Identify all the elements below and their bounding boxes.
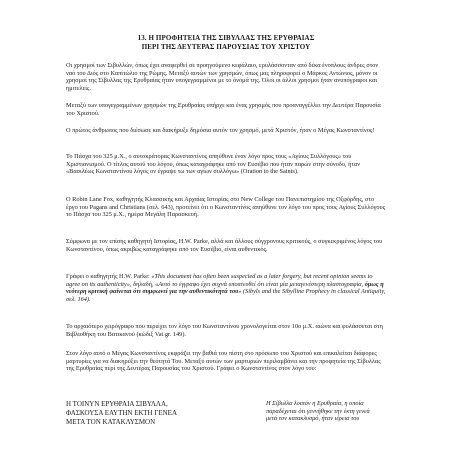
paragraph-2: Μεταξύ των υπογεγραμμένων χρησμών της Ερυθραίας υπήρχε και ένας χρησμός που προαναγγέλλει την Δευτέρα Παρουσία του Χριστού. (66, 102, 381, 117)
paragraph-1: Οι χρησμοί των Σιβυλλών, όπως έχει αναφερθεί σε προηγούμενο κεφάλαιο, ερυλάσσονταν από δέκα ένοπλους άνδρες στον ναό του Διός στο Καπιτώλιο της Ρώμης. Μεταξύ αυτών των χρησμών, όπως μας πληροφορεί ο Μάρκος Αντώνιος, μόνον οι χρησμοί της Σίβυλλας της Ερυθραίας ήταν υπογεγραμμένοι με το όνομά της. Όλοι οι άλλοι χρησμοί ήταν ανυπόγραφοι και ημιτελείς. (66, 62, 379, 92)
paragraph-8: Το αρχαιότερο χειρόγραφο που περιέχει τον λόγο του Κωνσταντίνου χρονολογείται στον 10ο μ.Χ. αιώνα και φυλάσσεται στη Βιβλιοθήκη του Βατικανού (κώδιξ Vat gr. 149). (66, 323, 383, 338)
parke-intro: Γράφει ο καθηγητής H.W. Parke: « (66, 273, 155, 280)
paragraph-4: Το Πάσχα του 325 μ.Χ., ο αυτοκράτορας Κωνσταντίνος απηύθυνε έναν λόγο προς τους «Αγίους Συλλόγους» του Χριστιανισμού. Ο τίτλος αυτού του λόγου, όπως καταγράφηκε από τον Ευσέβιο που ήταν παρών στην σύνοδο, ήταν «Βασιλέως Κωνσταντίνου λόγος ον έγραψε τω των αγίων συλλόγω» (Oration to the Saints). (66, 153, 361, 176)
quote-translation-line-3: μετά τον κατακλυσμό, ήταν ιέρεια του (266, 415, 360, 423)
chapter-title (60, 34, 392, 52)
parke-connector: », δηλαδή, « (126, 280, 159, 288)
quote-translation-line-1: Η Σίβυλλα λοιπόν η Ερυθραία, η οποία (266, 400, 364, 407)
quote-translation (266, 400, 416, 423)
chapter-title-line-1: 13. Η ΠΡΟΦΗΤΕΙΑ ΤΗΣ ΣΙΒΥΛΛΑΣ ΤΗΣ ΕΡΥΘΡΑΙΑΣ (137, 34, 315, 42)
parke-citation: » (Sibyls and the Sibylline Prophecy in classical Antiquity, σελ. 164). (66, 288, 386, 303)
parke-quote-english: This document has often been suspected as a later forgery, but recent opinion seems to agree on its authenticity (66, 273, 373, 288)
quote-translation-line-2: παραδέχεται ότι γεννήθηκε την έκτη γενεά (266, 407, 370, 415)
parke-quote-greek: Αυτό το έγγραφο έχει συχνά υποπτευθεί ότι είναι μία μεταγενέστερη πλαστογραφία, (158, 280, 365, 288)
paragraph-3: Ο πρώτος άνθρωπος που διέσωσε και διακήρυξε δημόσια αυτόν τον χρησμό, μετά Χριστόν, ήταν ο Μέγας Κωνσταντίνος! (66, 127, 375, 134)
paragraph-5: Ο Robin Lane Fox, καθηγητής Κλασσικής και Αρχαίας Ιστορίας στο New College του Πανεπιστημίου της Οξφόρδης, στο έργο του Pagans and Christians (σελ. 643), προτείνει ότι ο Κωνσταντίνος απηύθυνε τον λόγο του προς τους Αγίους Συλλόγους το Πάσχα του 325 μ.Χ., ημέρα Μεγάλη Παρασκευή. (66, 196, 386, 219)
quote-greek-line-3: ΜΕΤΑ ΤΟΝ ΚΑΤΑΚΛΥΣΜΟΝ (66, 418, 156, 426)
quote-greek-line-2: ΦΑΣΚΟΥΣΑ ΕΑΥΤΗΝ ΕΚΤΗ ΓΕΝΕΑ (66, 409, 178, 417)
paragraph-9: Στον λόγο αυτό ο Μέγας Κωνσταντίνος εκφράζει την βαθιά του πίστη στο πρόσωπο του Χριστού και επικαλείται διάφορες μαρτυρίες για να διακηρύξει την θεότητά Του. Μεταξύ αυτών των μαρτυριών περιλαμβάνει και την προφητεία της Σίβυλλας της Ερυθραίας περί της Δευτέρας Παρουσίας του Χριστού. Γράφει ο Κωνσταντίνος στον λόγο του: (66, 350, 381, 373)
paragraph-7 (66, 273, 386, 303)
quote-greek-original (66, 400, 216, 427)
paragraph-6: Σύμφωνα με τον επίσης καθηγητή Ιστορίας, H.W. Parke, αλλά και άλλους σύγχρονους κριτικούς, ο συγκεκριμένος λόγος του Κωνσταντίνου, όπως ακριβώς καταγράφηκε από τον Ευσέβιο, είναι αυθεντικός. (66, 238, 383, 253)
chapter-title-line-2: ΠΕΡΙ ΤΗΣ ΔΕΥΤΕΡΑΣ ΠΑΡΟΥΣΙΑΣ ΤΟΥ ΧΡΙΣΤΟΥ (141, 43, 311, 51)
quote-greek-line-1: Η ΤΟΙΝΥΝ ΕΡΥΘΡΑΙΑ ΣΙΒΥΛΛΑ, (66, 400, 168, 408)
parke-quote-greek-emphasis: όμως η νεότερη κριτική φαίνεται ότι συμφωνεί για την αυθεντικότητά του (66, 280, 384, 296)
